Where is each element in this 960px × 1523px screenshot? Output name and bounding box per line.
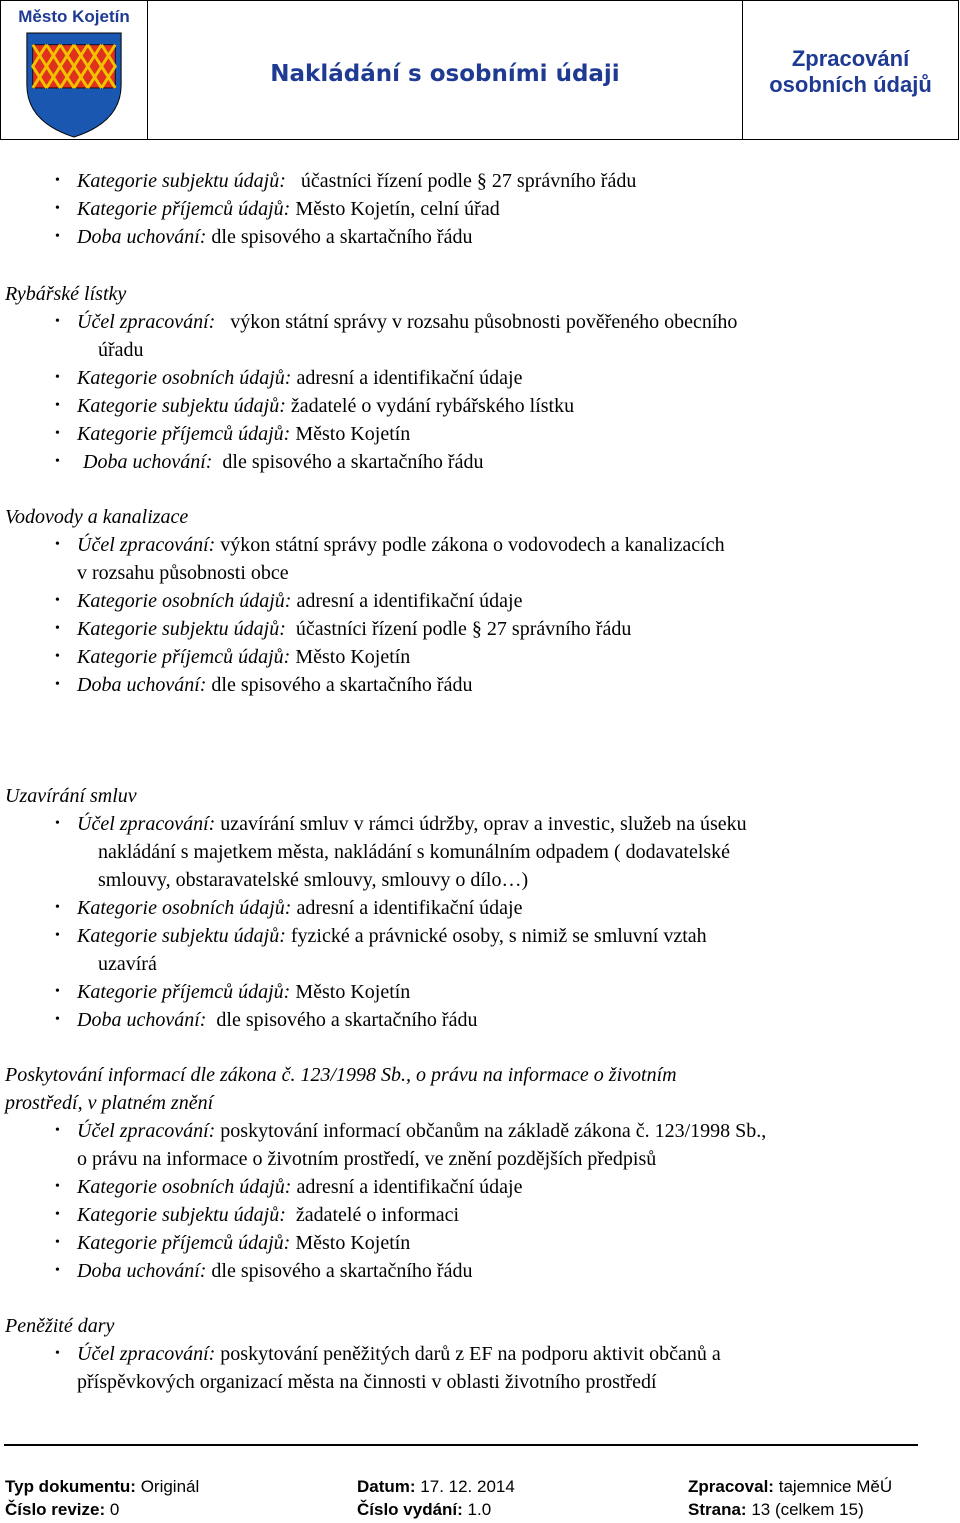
footer-issue: Číslo vydání: 1.0	[357, 1500, 492, 1519]
bullet-icon: •	[55, 1123, 60, 1138]
bullet-icon: •	[55, 398, 60, 413]
list-item-continuation: o právu na informace o životním prostředí, ve znění pozdějších předpisů	[77, 1148, 657, 1170]
bullet-icon: •	[55, 928, 60, 943]
bullet-icon: •	[55, 621, 60, 636]
list-item: Účel zpracování: poskytování peněžitých darů z EF na podporu aktivit občanů a	[77, 1343, 721, 1365]
section-heading: Peněžité dary	[5, 1315, 115, 1337]
list-item: Kategorie subjektu údajů: žadatelé o vydání rybářského lístku	[77, 395, 575, 417]
list-item: Kategorie osobních údajů: adresní a identifikační údaje	[77, 897, 523, 919]
bullet-icon: •	[55, 1207, 60, 1222]
bullet-icon: •	[55, 370, 60, 385]
list-item: Kategorie příjemců údajů: Město Kojetín	[77, 423, 411, 445]
list-item-continuation: úřadu	[98, 339, 144, 361]
list-item: Účel zpracování: poskytování informací občanům na základě zákona č. 123/1998 Sb.,	[77, 1120, 767, 1142]
list-item: Kategorie osobních údajů: adresní a identifikační údaje	[77, 590, 523, 612]
bullet-icon: •	[55, 229, 60, 244]
bullet-icon: •	[55, 593, 60, 608]
list-item-continuation: smlouvy, obstaravatelské smlouvy, smlouvy o dílo…)	[98, 869, 529, 891]
list-item: Kategorie subjektu údajů: fyzické a právnické osoby, s nimiž se smluvní vztah	[77, 925, 707, 947]
list-item-continuation: nakládání s majetkem města, nakládání s komunálním odpadem ( dodavatelské	[98, 841, 731, 863]
bullet-icon: •	[55, 201, 60, 216]
list-item: Kategorie subjektu údajů: žadatelé o informaci	[77, 1204, 460, 1226]
coat-of-arms-icon	[24, 31, 124, 139]
list-item: Kategorie osobních údajů: adresní a identifikační údaje	[77, 367, 523, 389]
header-right-line1: Zpracování	[791, 45, 910, 71]
bullet-icon: •	[55, 537, 60, 552]
list-item: Účel zpracování: výkon státní správy v rozsahu působnosti pověřeného obecního	[77, 311, 738, 333]
bullet-icon: •	[55, 426, 60, 441]
bullet-icon: •	[55, 1179, 60, 1194]
list-item: Doba uchování: dle spisového a skartačního řádu	[77, 226, 473, 248]
list-item: Doba uchování: dle spisového a skartačního řádu	[83, 451, 484, 473]
bullet-icon: •	[55, 173, 60, 188]
list-item: Kategorie osobních údajů: adresní a identifikační údaje	[77, 1176, 523, 1198]
footer-revision: Číslo revize: 0	[5, 1500, 120, 1519]
logo-cell	[1, 1, 148, 139]
page-header	[0, 0, 959, 140]
bullet-icon: •	[55, 816, 60, 831]
footer-doc-type: Typ dokumentu: Originál	[5, 1477, 200, 1496]
list-item: Účel zpracování: uzavírání smluv v rámci údržby, oprav a investic, služeb na úseku	[77, 813, 747, 835]
footer-divider	[4, 1444, 918, 1446]
bullet-icon: •	[55, 900, 60, 915]
bullet-icon: •	[55, 649, 60, 664]
header-section-label	[743, 1, 958, 139]
list-item: Kategorie subjektu údajů: účastníci řízení podle § 27 správního řádu	[77, 170, 637, 192]
bullet-icon: •	[55, 1263, 60, 1278]
list-item-continuation: uzavírá	[98, 953, 157, 975]
section-heading: Rybářské lístky	[5, 283, 127, 305]
bullet-icon: •	[55, 454, 60, 469]
section-heading: Vodovody a kanalizace	[5, 506, 189, 528]
bullet-icon: •	[55, 984, 60, 999]
section-heading-continuation: prostředí, v platném znění	[5, 1092, 214, 1114]
city-name: Město Kojetín	[18, 7, 130, 26]
list-item: Kategorie příjemců údajů: Město Kojetín, celní úřad	[77, 198, 500, 220]
bullet-icon: •	[55, 677, 60, 692]
section-heading: Poskytování informací dle zákona č. 123/1998 Sb., o právu na informace o životním	[5, 1064, 677, 1086]
header-right-line2: osobních údajů	[769, 72, 932, 97]
footer-author: Zpracoval: tajemnice MěÚ	[688, 1477, 893, 1496]
bullet-icon: •	[55, 314, 60, 329]
list-item-continuation: příspěvkových organizací města na činnosti v oblasti životního prostředí	[77, 1371, 657, 1393]
list-item: Doba uchování: dle spisového a skartačního řádu	[77, 1260, 473, 1282]
list-item: Kategorie příjemců údajů: Město Kojetín	[77, 1232, 411, 1254]
list-item: Doba uchování: dle spisového a skartačního řádu	[77, 674, 473, 696]
bullet-icon: •	[55, 1346, 60, 1361]
list-item: Účel zpracování: výkon státní správy podle zákona o vodovodech a kanalizacích	[77, 534, 725, 556]
document-title: Nakládání s osobními údaji	[148, 1, 743, 139]
section-heading: Uzavírání smluv	[5, 785, 137, 807]
bullet-icon: •	[55, 1012, 60, 1027]
bullet-icon: •	[55, 1235, 60, 1250]
list-item: Kategorie subjektu údajů: účastníci řízení podle § 27 správního řádu	[77, 618, 632, 640]
list-item: Doba uchování: dle spisového a skartačního řádu	[77, 1009, 478, 1031]
footer-date: Datum: 17. 12. 2014	[357, 1477, 515, 1496]
list-item: Kategorie příjemců údajů: Město Kojetín	[77, 981, 411, 1003]
list-item: Kategorie příjemců údajů: Město Kojetín	[77, 646, 411, 668]
list-item-continuation: v rozsahu působnosti obce	[77, 562, 289, 584]
footer-page-number: Strana: 13 (celkem 15)	[688, 1500, 864, 1519]
